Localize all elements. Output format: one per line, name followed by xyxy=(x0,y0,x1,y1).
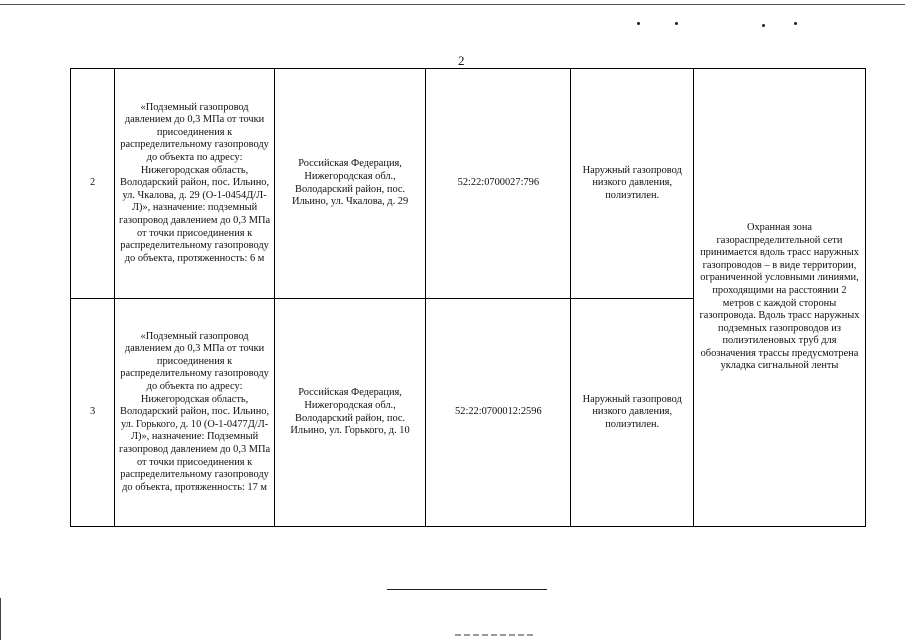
page-number: 2 xyxy=(458,53,465,68)
row-number-cell: 3 xyxy=(71,299,115,527)
object-name-cell: «Подземный газопровод давлением до 0,3 МПа от точки присоединения к распределительному газопроводу до объекта по адресу: Нижегородская область, Володарский район, пос. Ильино, ул. Горького, д. 10 (О-1-0477Д/Л-Л)», назначение: Подземный газопровод давлением до 0,3 МПа от точки присоединения к распределительному газопроводу до объекта, протяженность: 17 м xyxy=(115,299,275,527)
row-number-cell: 2 xyxy=(71,69,115,299)
object-name-cell: «Подземный газопровод давлением до 0,3 МПа от точки присоединения к распределительному газопроводу до объекта по адресу: Нижегородская область, Володарский район, пос. Ильино, ул. Чкалова, д. 29 (О-1-0454Д/Л-Л)», назначение: подземный газопровод давлением до 0,3 МПа от точки присоединения к распределительному газопроводу до объекта, протяженность: 6 м xyxy=(115,69,275,299)
object-type-cell: Наружный газопровод низкого давления, полиэтилен. xyxy=(571,299,694,527)
table-row xyxy=(71,69,866,299)
registry-table xyxy=(70,68,866,527)
top-border-line xyxy=(0,4,905,5)
scan-edge-line xyxy=(0,598,1,640)
object-type-cell: Наружный газопровод низкого давления, полиэтилен. xyxy=(571,69,694,299)
scan-artifact xyxy=(455,634,535,636)
scan-speck xyxy=(794,22,797,25)
cadastral-number-cell: 52:22:0700027:796 xyxy=(426,69,571,299)
footnote-divider xyxy=(387,589,547,590)
address-cell: Российская Федерация, Нижегородская обл., Володарский район, пос. Ильино, ул. Чкалова, д. 29 xyxy=(274,69,425,299)
scan-speck xyxy=(637,22,640,25)
scan-speck xyxy=(762,24,765,27)
scan-speck xyxy=(675,22,678,25)
protection-zone-cell: Охранная зона газораспределительной сети принимается вдоль трасс наружных газопроводов – в виде территории, ограниченной условными линиями, проходящими на расстоянии 2 метров с каждой стороны газопровода. Вдоль трасс наружных подземных газопроводов из полиэтиленовых труб для обозначения трассы предусмотрена укладка сигнальной ленты xyxy=(693,69,865,527)
address-cell: Российская Федерация, Нижегородская обл., Володарский район, пос. Ильино, ул. Горького, д. 10 xyxy=(274,299,425,527)
cadastral-number-cell: 52:22:0700012:2596 xyxy=(426,299,571,527)
